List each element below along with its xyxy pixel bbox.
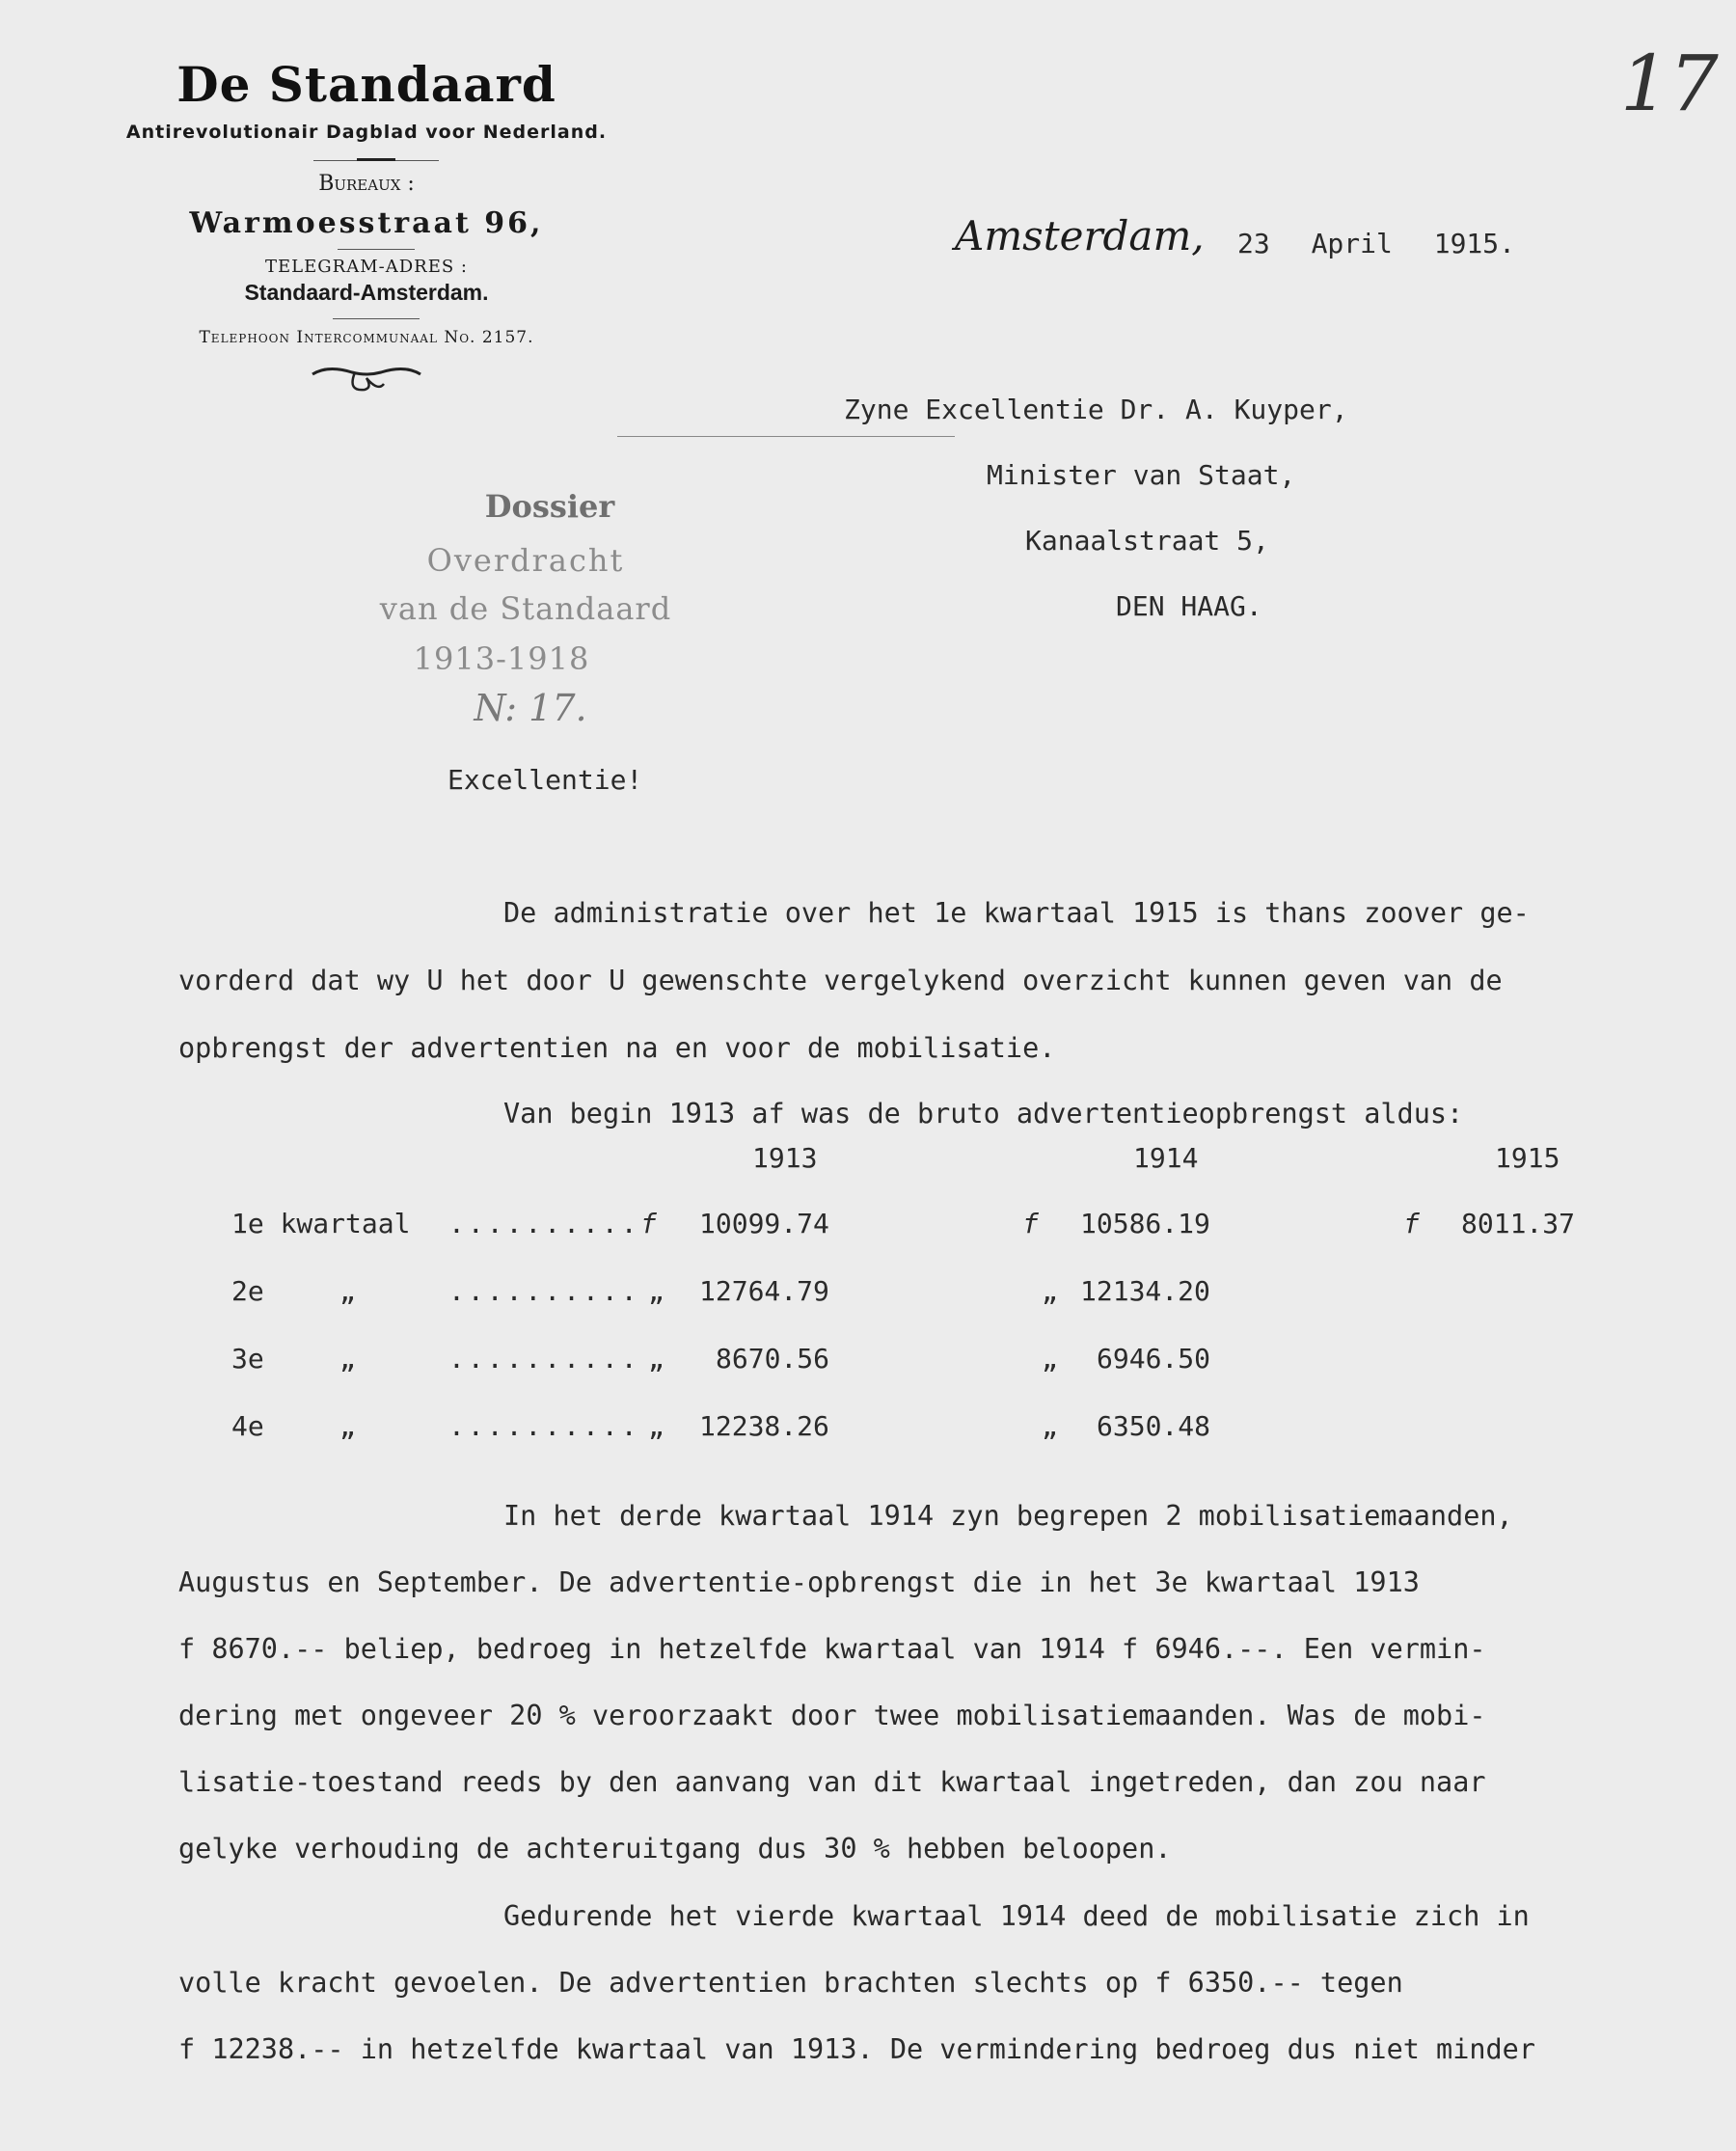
leader-dots: ..........: [448, 1343, 640, 1375]
addressee-line: Zyne Excellentie Dr. A. Kuyper,: [844, 394, 1348, 425]
masthead: De Standaard: [176, 56, 556, 113]
telegram-label: TELEGRAM-ADRES :: [265, 257, 468, 277]
leader-dots: ..........: [448, 1410, 640, 1442]
letter-date: 23 April 1915.: [1237, 228, 1516, 259]
body-line: Augustus en September. De advertentie-opbrengst die in het 3e kwartaal 1913: [178, 1566, 1420, 1598]
date-city: Amsterdam,: [955, 212, 1205, 259]
body-line: f 8670.-- beliep, bedroeg in hetzelfde kwartaal van 1914 f 6946.--. Een vermin-: [178, 1633, 1486, 1665]
stamp-line: 1913-1918: [413, 640, 590, 677]
row-label: 4e: [231, 1410, 264, 1442]
addressee-line: Kanaalstraat 5,: [1025, 525, 1269, 557]
table-cell: 12134.20: [1080, 1275, 1210, 1307]
body-line: volle kracht gevoelen. De advertentien brachten slechts op f 6350.-- tegen: [178, 1967, 1403, 1999]
stamp-line: van de Standaard: [379, 590, 672, 627]
salutation: Excellentie!: [448, 764, 643, 796]
ditto-mark: „: [648, 1410, 665, 1442]
body-line: f 12238.-- in hetzelfde kwartaal van 1913. De vermindering bedroeg dus niet minder: [178, 2033, 1535, 2065]
table-cell: 6350.48: [1097, 1410, 1211, 1442]
divider-ornament: [357, 158, 395, 161]
telegram-address: Standaard-Amsterdam.: [244, 280, 489, 305]
row-label: 3e: [231, 1343, 264, 1375]
ditto-mark: „: [339, 1410, 356, 1442]
divider: [333, 318, 420, 319]
column-header: 1915: [1495, 1142, 1560, 1174]
row-label: 2e: [231, 1275, 264, 1307]
ditto-mark: „: [1042, 1275, 1058, 1307]
folio-number: 17: [1620, 39, 1719, 128]
bureaux-label: Bureaux :: [318, 172, 415, 196]
addressee-line: DEN HAAG.: [1116, 590, 1262, 622]
ditto-mark: „: [1042, 1410, 1058, 1442]
office-address: Warmoesstraat 96,: [189, 206, 544, 240]
body-line: lisatie-toestand reeds by den aanvang van dit kwartaal ingetreden, dan zou naar: [178, 1766, 1486, 1798]
ditto-mark: „: [339, 1275, 356, 1307]
divider: [338, 249, 415, 250]
table-cell: 6946.50: [1097, 1343, 1211, 1375]
ditto-mark: „: [648, 1275, 665, 1307]
currency-prefix: f: [640, 1208, 657, 1239]
body-line: Gedurende het vierde kwartaal 1914 deed de mobilisatie zich in: [503, 1900, 1530, 1932]
table-cell: 12764.79: [699, 1275, 829, 1307]
table-cell: 10099.74: [699, 1208, 829, 1239]
leader-dots: ..........: [448, 1208, 640, 1239]
ditto-mark: „: [648, 1343, 665, 1375]
table-cell: 8670.56: [716, 1343, 830, 1375]
table-cell: 12238.26: [699, 1410, 829, 1442]
leader-dots: ..........: [448, 1275, 640, 1307]
stamp-line: Overdracht: [426, 542, 625, 579]
stamp-line: Dossier: [484, 488, 615, 525]
body-line: De administratie over het 1e kwartaal 1915 is thans zoover ge-: [503, 897, 1530, 929]
masthead-subtitle: Antirevolutionair Dagblad voor Nederland.: [125, 122, 608, 143]
column-header: 1913: [752, 1142, 818, 1174]
ditto-mark: „: [1042, 1343, 1058, 1375]
flourish-ornament-icon: [309, 363, 424, 395]
column-header: 1914: [1133, 1142, 1199, 1174]
faint-rule: [617, 436, 955, 437]
body-line: vorderd dat wy U het door U gewenschte vergelykend overzicht kunnen geven van de: [178, 965, 1503, 996]
table-cell: 8011.37: [1461, 1208, 1576, 1239]
body-line: gelyke verhouding de achteruitgang dus 30 % hebben beloopen.: [178, 1833, 1172, 1865]
currency-prefix: f: [1022, 1208, 1039, 1239]
addressee-line: Minister van Staat,: [987, 459, 1296, 491]
body-line: In het derde kwartaal 1914 zyn begrepen 2 mobilisatiemaanden,: [503, 1500, 1513, 1532]
telephone-line: Telephoon Intercommunaal No. 2157.: [199, 328, 534, 347]
ditto-mark: „: [339, 1343, 356, 1375]
body-line: dering met ongeveer 20 % veroorzaakt door twee mobilisatiemaanden. Was de mobi-: [178, 1700, 1486, 1731]
stamp-number: N: 17.: [474, 687, 587, 729]
row-label: 1e kwartaal: [231, 1208, 411, 1239]
table-intro: Van begin 1913 af was de bruto advertentieopbrengst aldus:: [503, 1098, 1464, 1130]
table-cell: 10586.19: [1080, 1208, 1210, 1239]
currency-prefix: f: [1403, 1208, 1420, 1239]
body-line: opbrengst der advertentien na en voor de mobilisatie.: [178, 1032, 1056, 1064]
